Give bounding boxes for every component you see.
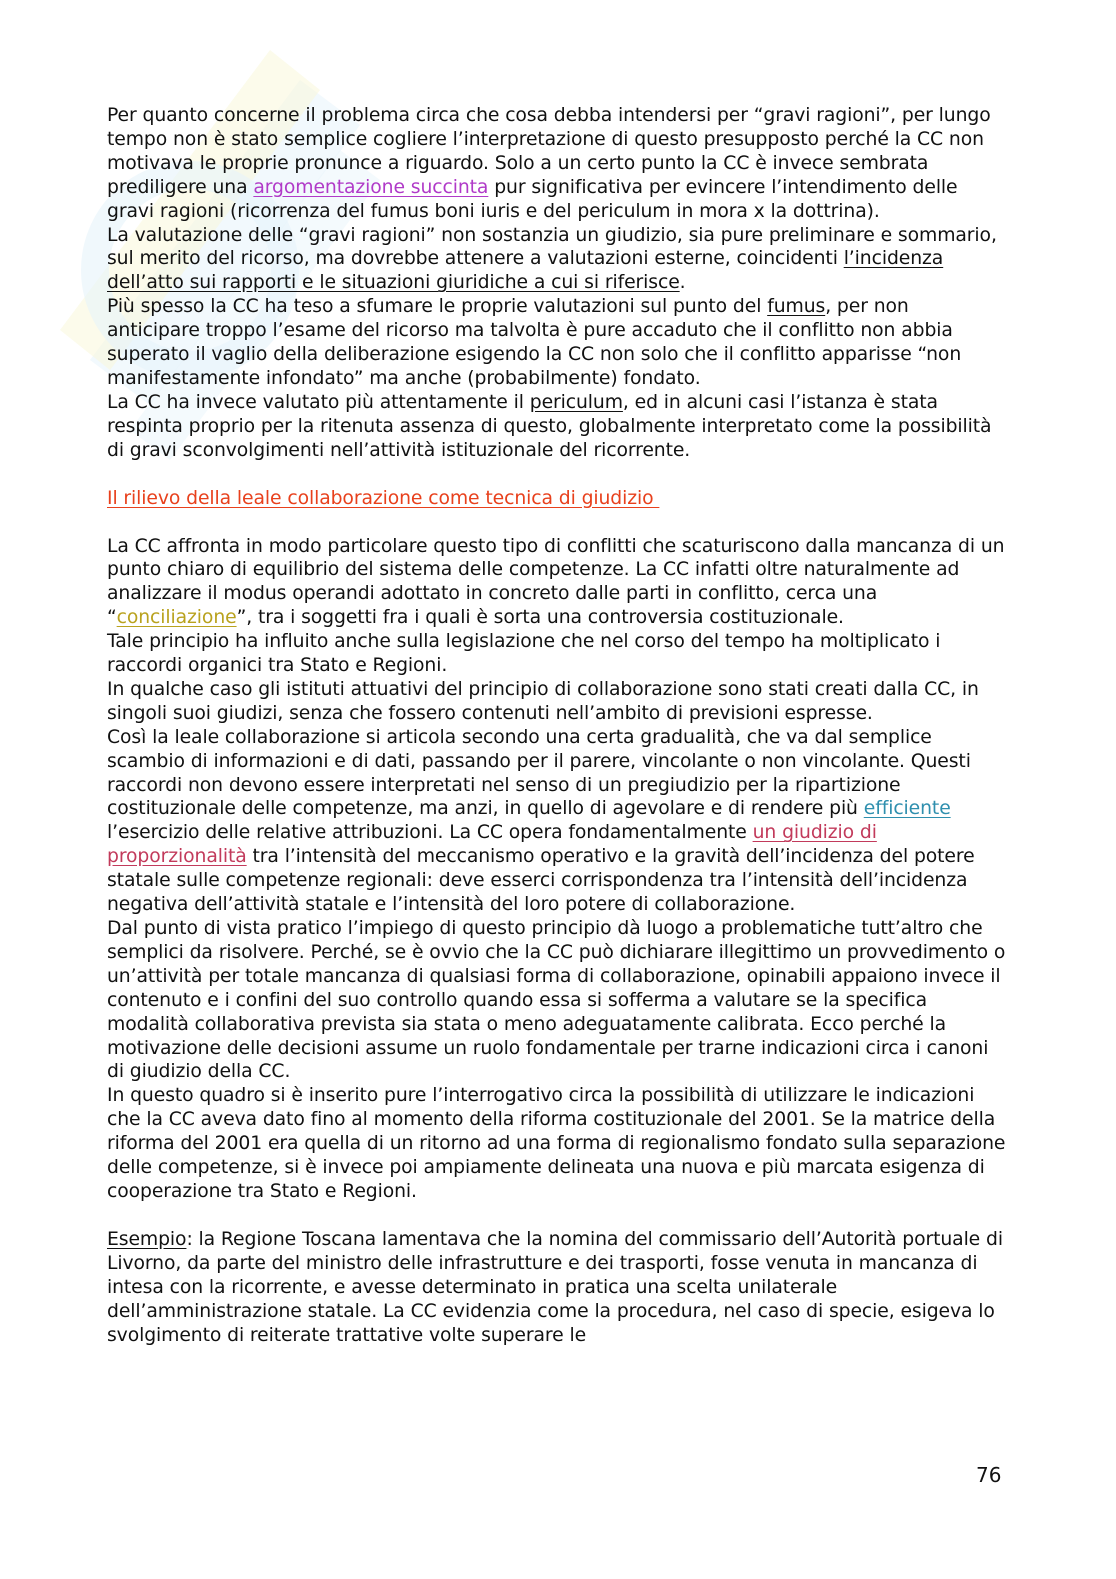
section-heading — [107, 487, 1007, 511]
spacer — [107, 463, 1007, 487]
text-segment: tra l’intensità del meccanismo operativo e la gravità dell’incidenza del potere statale sulle competenze regionali: deve esserci corrispondenza tra l’intensità dell’incidenza negativa dell’attività statale e l’intensità del loro potere di collaborazione. — [107, 846, 975, 916]
underline-periculum: periculum — [529, 391, 623, 413]
highlight-argomentazione-succinta: argomentazione succinta — [253, 176, 489, 198]
text-segment: l’esercizio delle relative attribuzioni. La CC opera fondamentalmente — [107, 822, 753, 844]
heading-leale-collaborazione: Il rilievo della leale collaborazione come tecnica di giudizio — [107, 487, 660, 509]
text-segment: Per quanto concerne il problema circa che cosa debba intendersi per “gravi ragioni”, per lungo tempo non è stato semplice cogliere l’interpretazione di questo presupposto perché la CC non motivava le proprie pronunce a riguardo. Solo a un certo punto la CC è invece sembrata prediligere una — [107, 105, 991, 198]
highlight-efficiente: efficiente — [863, 798, 951, 820]
highlight-conciliazione: conciliazione — [116, 607, 237, 629]
text-segment: La CC ha invece valutato più attentamente il — [107, 391, 530, 413]
text-segment: pur significativa per evincere l’intendimento delle gravi ragioni (ricorrenza del fumus boni iuris e del periculum in mora x la dottrina). — [107, 176, 958, 222]
text-segment: La valutazione delle “gravi ragioni” non sostanzia un giudizio, sia pure preliminare e sommario, sul merito del ricorso, ma dovrebbe attenere a valutazioni esterne, coincidenti — [107, 224, 997, 270]
document-body — [107, 104, 1007, 1347]
text-segment: Così la leale collaborazione si articola secondo una certa gradualità, che va dal semplice scambio di informazioni e di dati, passando per il parere, vincolante o non vincolante. Questi raccordi non devono essere interpretati nel senso di un pregiudizio per la ripartizione costituzionale delle competenze, ma anzi, in quello di agevolare e di rendere più — [107, 726, 971, 820]
paragraph-punto-di-vista-pratico: Dal punto di vista pratico l’impiego di questo principio dà luogo a problematiche tutt’altro che semplici da risolvere. Perché, se è ovvio che la CC può dichiarare illegittimo un provvedimento o un’attività per totale mancanza di qualsiasi forma di collaborazione, opinabili appaiono invece il contenuto e i confini del suo controllo quando essa si sofferma a valutare se la specifica modalità collaborativa prevista sia stata o meno adeguatamente calibrata. Ecco perché la motivazione delle decisioni assume un ruolo fondamentale per trarne indicazioni circa i canoni di giudizio della CC. — [107, 918, 1006, 1083]
text-segment: , per non anticipare troppo l’esame del ricorso ma talvolta è pure accaduto che il conflitto non abbia superato il vaglio della deliberazione esigendo la CC non solo che il conflitto apparisse “non manifestamente infondato” ma anche (probabilmente) fondato. — [107, 296, 962, 389]
underline-fumus: fumus — [767, 296, 826, 318]
paragraph-gradualita — [107, 726, 1007, 917]
text-segment: La CC affronta in modo particolare questo tipo di conflitti che scaturiscono dalla mancanza di un punto chiaro di equilibrio del sistema delle competenze. La CC infatti oltre naturalmente ad analizzare il modus operandi adottato in concreto dalle parti in conflitto, cerca una “ — [107, 535, 1005, 629]
paragraph-gravi-ragioni — [107, 104, 1007, 224]
highlight-giudizio-proporzionalita: un giudizio di proporzionalità — [107, 822, 877, 868]
paragraph-riforma-2001: In questo quadro si è inserito pure l’interrogativo circa la possibilità di utilizzare le indicazioni che la CC aveva dato fino al momento della riforma costituzionale del 2001. Se la matrice della riforma del 2001 era quella di un ritorno ad una forma di regionalismo fondato sulla separazione delle competenze, si è invece poi ampiamente delineata una nuova e più marcata esigenza di cooperazione tra Stato e Regioni. — [107, 1085, 1006, 1202]
paragraph-fumus — [107, 295, 1007, 391]
text-segment: ”, tra i soggetti fra i quali è sorta una controversia costituzionale. — [236, 607, 844, 629]
paragraph-istituti: In qualche caso gli istituti attuativi del principio di collaborazione sono stati creati dalla CC, in singoli suoi giudizi, senza che fossero contenuti nell’ambito di previsioni espresse. — [107, 678, 979, 724]
paragraph-esempio — [107, 1228, 1007, 1348]
text-segment: . — [679, 272, 686, 294]
paragraph-periculum — [107, 391, 1007, 463]
paragraph-principio: Tale principio ha influito anche sulla legislazione che nel corso del tempo ha moltiplicato i raccordi organici tra Stato e Regioni. — [107, 631, 941, 677]
paragraph-conciliazione — [107, 535, 1007, 631]
text-segment: : la Regione Toscana lamentava che la nomina del commissario dell’Autorità portuale di Livorno, da parte del ministro delle infrastrutture e dei trasporti, fosse venuta in mancanza di intesa con la ricorrente, e avesse determinato in pratica una scelta unilaterale dell’amministrazione statale. La CC evidenzia come la procedura, nel caso di specie, esigeva lo svolgimento di reiterate trattative volte superare le — [107, 1228, 1003, 1346]
underline-incidenza-atto: l’incidenza dell’atto sui rapporti e le situazioni giuridiche a cui si riferisce — [107, 248, 944, 294]
spacer — [107, 1204, 1007, 1228]
paragraph-valutazione — [107, 224, 1007, 296]
text-segment: Più spesso la CC ha teso a sfumare le proprie valutazioni sul punto del — [107, 296, 768, 318]
label-esempio: Esempio — [107, 1228, 187, 1250]
page-number: 76 — [976, 1463, 1002, 1487]
spacer — [107, 511, 1007, 535]
text-segment: , ed in alcuni casi l’istanza è stata respinta proprio per la ritenuta assenza di questo, globalmente interpretato come la possibilità di gravi sconvolgimenti nell’attività istituzionale del ricorrente. — [107, 391, 992, 461]
